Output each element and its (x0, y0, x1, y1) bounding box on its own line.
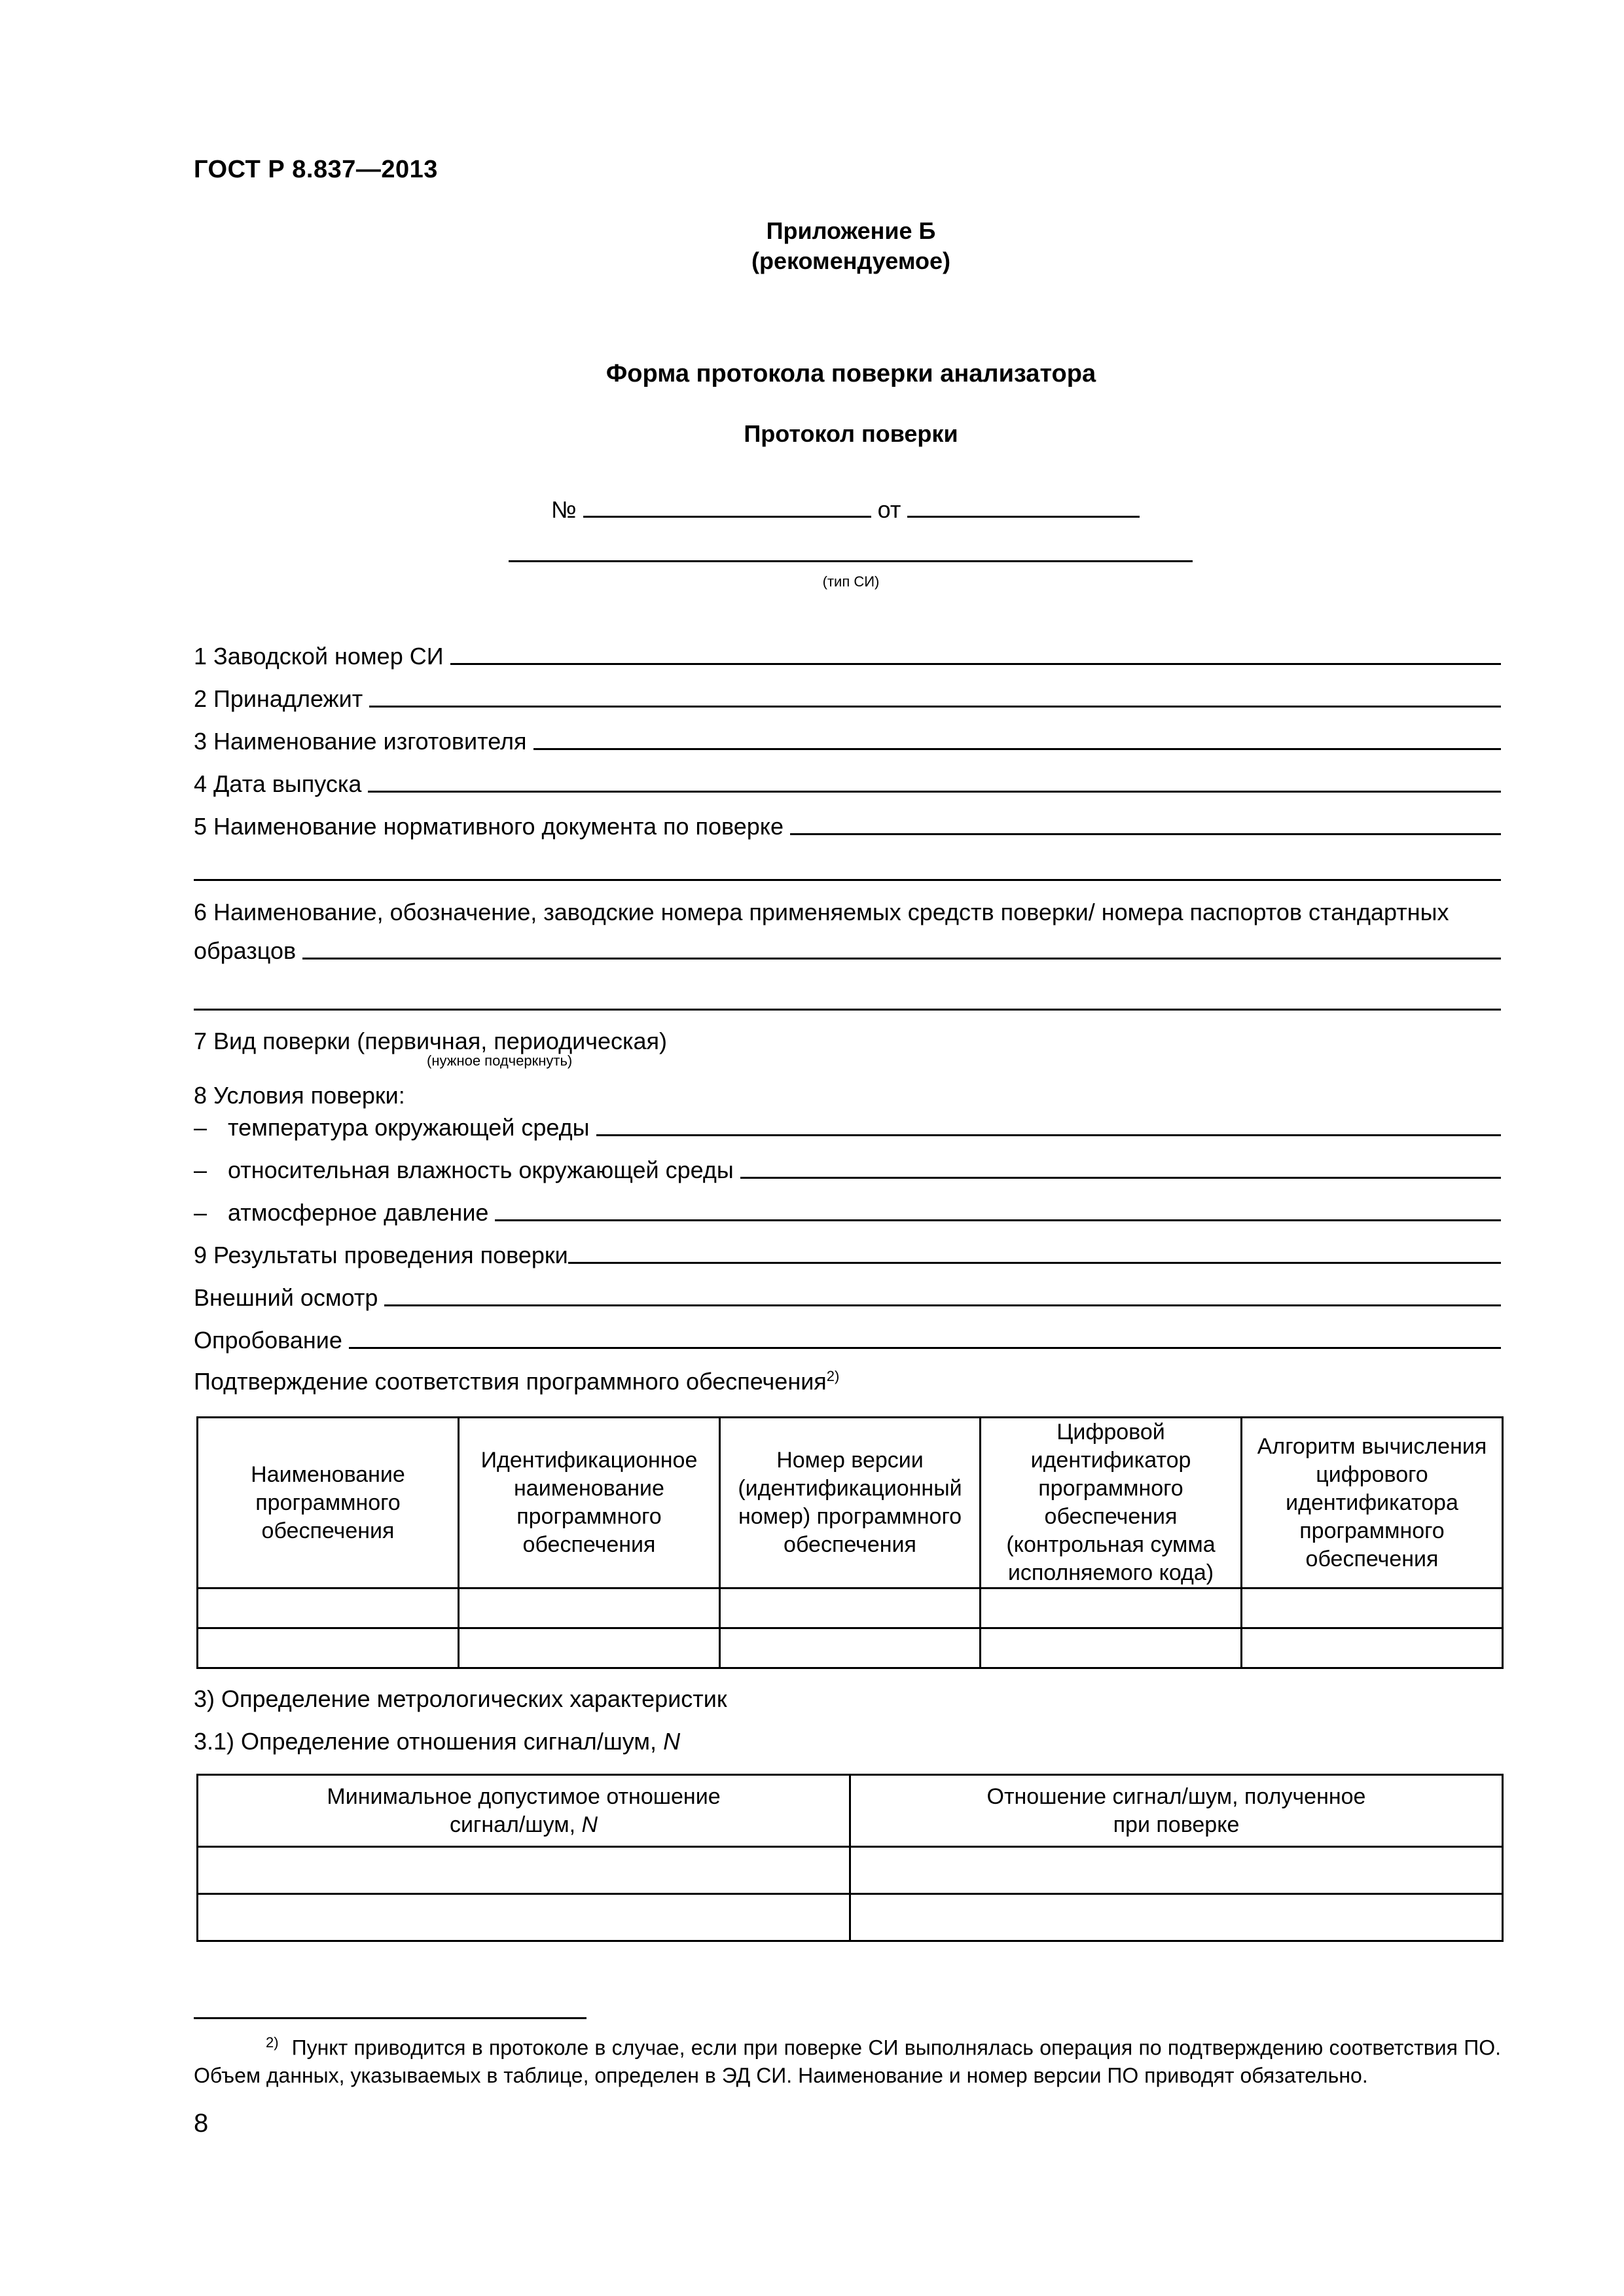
field-results-blank[interactable] (568, 1262, 1501, 1264)
table-cell[interactable] (850, 1894, 1503, 1941)
field-verification-means-blank[interactable] (302, 958, 1501, 960)
table-row (198, 1894, 1503, 1941)
field-verification-means-label: 6 Наименование, обозначение, заводские номера применяемых средств поверки/ номера паспортов стандартных (194, 899, 1449, 925)
software-table-header-row (198, 1418, 1503, 1588)
footnote-text: Пункт приводится в протоколе в случае, если при поверке СИ выполнялась операция по подтверждению соответствия ПО. Объем данных, указываемых в таблице, определен в ЭД СИ. Наименование и номер версии ПО приводят обязательно. (194, 2036, 1501, 2087)
condition-temperature (194, 1113, 1501, 1141)
protocol-number-line (551, 495, 1140, 524)
si-type-label: (тип СИ) (822, 573, 880, 590)
snr-header-min-line2: сигнал/шум, (449, 1812, 576, 1837)
field-owner-blank[interactable] (369, 706, 1501, 708)
metrology-subsection-text: 3.1) Определение отношения сигнал/шум, (194, 1728, 657, 1755)
condition-temperature-label: температура окружающей среды (228, 1114, 590, 1141)
table-cell[interactable] (198, 1894, 850, 1941)
table-cell[interactable] (459, 1588, 720, 1628)
table-cell[interactable] (198, 1628, 459, 1668)
field-verification-type-note: (нужное подчеркнуть) (427, 1052, 573, 1069)
field-normative-doc-blank[interactable] (790, 833, 1501, 835)
footnote-marker: 2) (266, 2034, 279, 2051)
table-row (198, 1847, 1503, 1894)
condition-pressure-blank[interactable] (495, 1219, 1501, 1221)
document-standard-header: ГОСТ Р 8.837—2013 (194, 156, 438, 183)
software-table-header: Номер версии (идентификационный номер) программного обеспечения (720, 1418, 981, 1588)
table-cell[interactable] (198, 1847, 850, 1894)
condition-dash: – (194, 1114, 208, 1141)
field-owner-label: 2 Принадлежит (194, 685, 363, 712)
condition-dash: – (194, 1157, 208, 1183)
field-verification-means (194, 936, 1501, 965)
field-manufacturer-label: 3 Наименование изготовителя (194, 728, 527, 755)
field-serial-number-label: 1 Заводской номер СИ (194, 643, 444, 670)
table-cell[interactable] (981, 1588, 1242, 1628)
table-cell[interactable] (850, 1847, 1503, 1894)
condition-humidity-blank[interactable] (740, 1177, 1501, 1179)
field-normative-doc (194, 812, 1501, 840)
table-cell[interactable] (720, 1588, 981, 1628)
software-confirmation-label (194, 1368, 839, 1395)
form-title: Форма протокола поверки анализатора (605, 360, 1096, 387)
field-inspection-label: Внешний осмотр (194, 1284, 378, 1311)
field-verification-means-label-cont: образцов (194, 937, 297, 964)
field-verification-means-extra-line[interactable] (194, 1009, 1501, 1011)
snr-table-header-row (198, 1775, 1503, 1847)
condition-humidity (194, 1155, 1501, 1184)
table-cell[interactable] (198, 1588, 459, 1628)
table-row (198, 1588, 1503, 1628)
table-cell[interactable] (1242, 1588, 1503, 1628)
field-results-label: 9 Результаты проведения поверки (194, 1242, 568, 1268)
field-testing (194, 1325, 1501, 1354)
table-cell[interactable] (981, 1628, 1242, 1668)
footnote-ref: 2) (826, 1368, 840, 1384)
number-prefix: № (551, 496, 577, 523)
snr-table-header-min (198, 1775, 850, 1847)
table-cell[interactable] (720, 1628, 981, 1668)
software-table-header: Идентификационное наименование программного обеспечения (459, 1418, 720, 1588)
software-table (196, 1416, 1504, 1669)
software-table-header: Цифровой идентификатор программного обеспечения (контрольная сумма исполняемого кода) (981, 1418, 1242, 1588)
field-issue-date-label: 4 Дата выпуска (194, 770, 362, 797)
condition-humidity-label: относительная влажность окружающей среды (228, 1157, 734, 1183)
date-prefix: от (877, 496, 901, 523)
field-inspection (194, 1283, 1501, 1312)
appendix-title: Приложение Б (766, 217, 936, 244)
snr-header-min-line1: Минимальное допустимое отношение (327, 1784, 721, 1809)
software-table-header: Алгоритм вычисления цифрового идентификатора программного обеспечения (1242, 1418, 1503, 1588)
field-testing-label: Опробование (194, 1327, 342, 1354)
snr-header-measured-line2: при поверке (1113, 1812, 1240, 1837)
protocol-date-blank[interactable] (907, 495, 1140, 518)
field-issue-date (194, 769, 1501, 798)
appendix-subtitle: (рекомендуемое) (751, 247, 950, 274)
field-conditions-label: 8 Условия поверки: (194, 1082, 405, 1109)
table-cell[interactable] (1242, 1628, 1503, 1668)
snr-variable: N (581, 1812, 598, 1837)
footnote (194, 2029, 1501, 2089)
protocol-number-blank[interactable] (583, 495, 871, 518)
metrology-section-title: 3) Определение метрологических характеристик (194, 1685, 727, 1712)
si-type-blank[interactable] (509, 560, 1193, 562)
field-normative-doc-extra-line[interactable] (194, 879, 1501, 881)
field-testing-blank[interactable] (349, 1347, 1501, 1349)
field-manufacturer-blank[interactable] (533, 748, 1501, 750)
software-confirmation-text: Подтверждение соответствия программного обеспечения (194, 1368, 827, 1395)
snr-variable: N (663, 1728, 681, 1755)
field-issue-date-blank[interactable] (368, 791, 1501, 793)
field-serial-number (194, 641, 1501, 670)
snr-header-measured-line1: Отношение сигнал/шум, полученное (986, 1784, 1366, 1809)
software-table-header: Наименование программного обеспечения (198, 1418, 459, 1588)
condition-dash: – (194, 1199, 208, 1226)
page-number: 8 (194, 2109, 209, 2138)
footnote-separator (194, 2017, 586, 2019)
snr-table (196, 1774, 1504, 1942)
table-row (198, 1628, 1503, 1668)
field-owner (194, 684, 1501, 713)
table-cell[interactable] (459, 1628, 720, 1668)
metrology-subsection-title (194, 1728, 680, 1755)
field-verification-type: 7 Вид поверки (первичная, периодическая) (194, 1028, 668, 1054)
field-normative-doc-label: 5 Наименование нормативного документа по поверке (194, 813, 784, 840)
condition-pressure-label: атмосферное давление (228, 1199, 489, 1226)
field-serial-number-blank[interactable] (450, 663, 1501, 665)
field-manufacturer (194, 726, 1501, 755)
protocol-title: Протокол поверки (744, 420, 958, 447)
condition-temperature-blank[interactable] (596, 1134, 1501, 1136)
field-results (194, 1240, 1501, 1269)
field-inspection-blank[interactable] (384, 1304, 1501, 1306)
snr-table-header-measured (850, 1775, 1503, 1847)
condition-pressure (194, 1198, 1501, 1227)
